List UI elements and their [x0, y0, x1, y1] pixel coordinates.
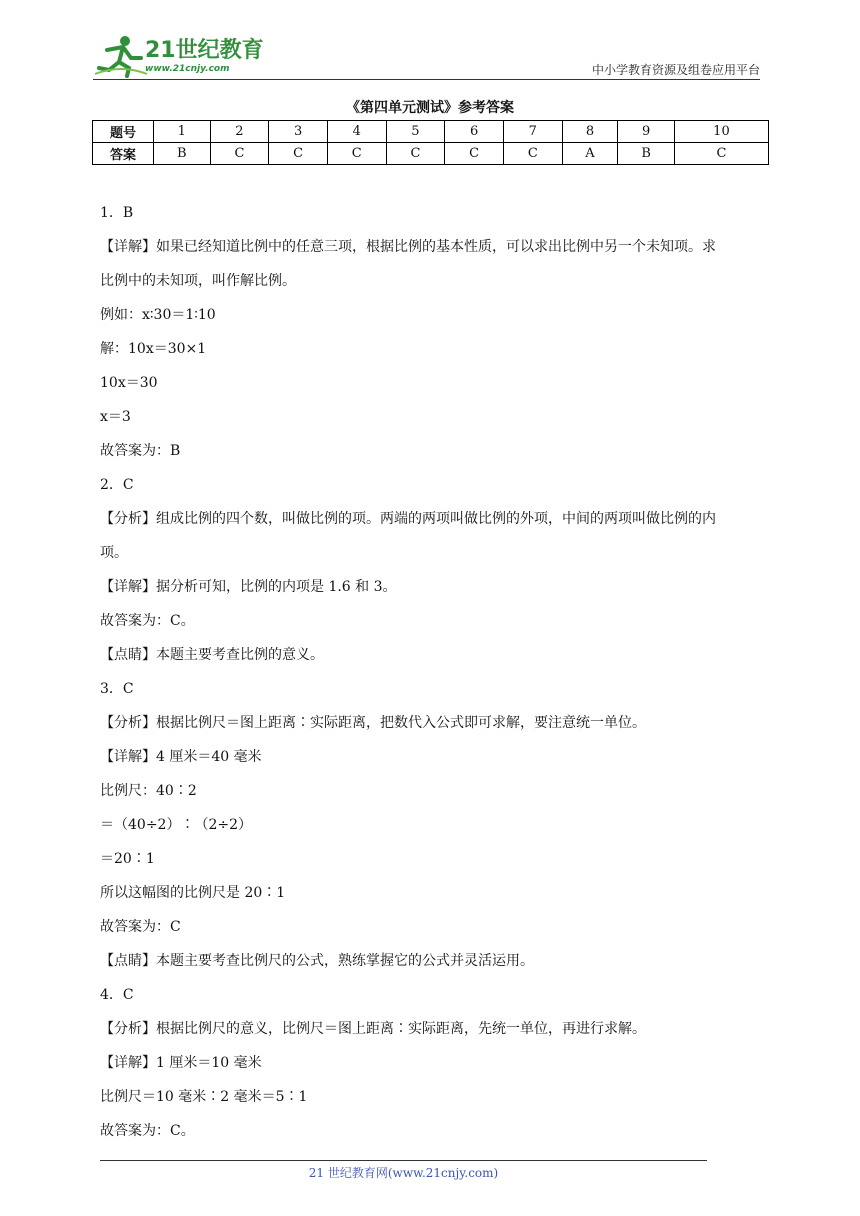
table-cell: 3	[269, 121, 328, 143]
table-cell: A	[562, 143, 618, 165]
table-cell: C	[327, 143, 386, 165]
explanation-line: 例如：x∶30＝1∶10	[100, 307, 216, 323]
explanation-line: 比例尺＝10 毫米∶2 毫米＝5∶1	[100, 1089, 308, 1105]
table-cell: 2	[210, 121, 269, 143]
page-header	[0, 0, 860, 80]
table-cell: B	[618, 143, 675, 165]
explanation-line: ＝（40÷2）∶（2÷2）	[100, 817, 252, 833]
explanation-line: 【点睛】本题主要考查比例尺的公式，熟练掌握它的公式并灵活运用。	[100, 953, 534, 969]
explanation-line: 【详解】如果已经知道比例中的任意三项，根据比例的基本性质，可以求出比例中另一个未知项。求	[100, 239, 716, 255]
explanation-line: 【点睛】本题主要考查比例的意义。	[100, 647, 324, 663]
table-cell: C	[269, 143, 328, 165]
table-cell: C	[674, 143, 768, 165]
explanation-line: 故答案为：B	[100, 443, 181, 459]
table-cell: 8	[562, 121, 618, 143]
explanation-line: 故答案为：C。	[100, 1123, 195, 1139]
table-cell: 10	[674, 121, 768, 143]
explanation-line: 【详解】据分析可知，比例的内项是 1.6 和 3。	[100, 579, 397, 595]
footer-link[interactable]: 21 世纪教育网(www.21cnjy.com)	[308, 1166, 499, 1180]
table-row-numbers	[93, 121, 769, 143]
header-divider	[93, 79, 760, 80]
logo-text: 21世纪教育	[145, 38, 264, 63]
row-label-number: 题号	[93, 121, 154, 143]
table-cell: B	[154, 143, 211, 165]
question-number: 1．B	[100, 205, 134, 221]
table-cell: 6	[445, 121, 504, 143]
table-cell: 1	[154, 121, 211, 143]
explanation-line: 【详解】4 厘米＝40 毫米	[100, 749, 262, 765]
site-logo[interactable]	[93, 34, 263, 78]
explanation-line: 故答案为：C	[100, 919, 181, 935]
table-cell: 4	[327, 121, 386, 143]
table-cell: C	[445, 143, 504, 165]
page-title: 《第四单元测试》参考答案	[346, 100, 514, 116]
explanation-line: 【分析】根据比例尺的意义，比例尺＝图上距离∶实际距离，先统一单位，再进行求解。	[100, 1021, 646, 1037]
table-cell: C	[503, 143, 562, 165]
question-number: 4．C	[100, 987, 134, 1003]
explanation-line: 比例尺：40∶2	[100, 783, 197, 799]
question-number: 2．C	[100, 477, 134, 493]
explanation-line: x＝3	[100, 409, 131, 425]
platform-name: 中小学教育资源及组卷应用平台	[591, 63, 760, 77]
runner-icon	[93, 34, 149, 78]
explanation-line: 【详解】1 厘米＝10 毫米	[100, 1055, 262, 1071]
question-number: 3．C	[100, 681, 134, 697]
table-cell: 5	[386, 121, 445, 143]
explanation-line: 10x＝30	[100, 375, 158, 391]
row-label-answer: 答案	[93, 143, 154, 165]
table-row-answers	[93, 143, 769, 165]
explanation-line: 故答案为：C。	[100, 613, 195, 629]
table-cell: 7	[503, 121, 562, 143]
explanation-line: 解：10x＝30×1	[100, 341, 207, 357]
logo-url: www.21cnjy.com	[145, 64, 230, 74]
explanation-line: 比例中的未知项，叫作解比例。	[100, 273, 296, 289]
answer-explanations	[100, 196, 780, 1148]
table-cell: C	[210, 143, 269, 165]
table-cell: C	[386, 143, 445, 165]
explanation-line: 所以这幅图的比例尺是 20∶1	[100, 885, 286, 901]
explanation-line: 【分析】根据比例尺＝图上距离∶实际距离，把数代入公式即可求解，要注意统一单位。	[100, 715, 646, 731]
answer-table	[92, 120, 769, 165]
explanation-line: 【分析】组成比例的四个数，叫做比例的项。两端的两项叫做比例的外项，中间的两项叫做比例的内	[100, 511, 716, 527]
explanation-line: ＝20∶1	[100, 851, 155, 867]
explanation-line: 项。	[100, 545, 128, 561]
footer-divider	[100, 1160, 707, 1161]
table-cell: 9	[618, 121, 675, 143]
